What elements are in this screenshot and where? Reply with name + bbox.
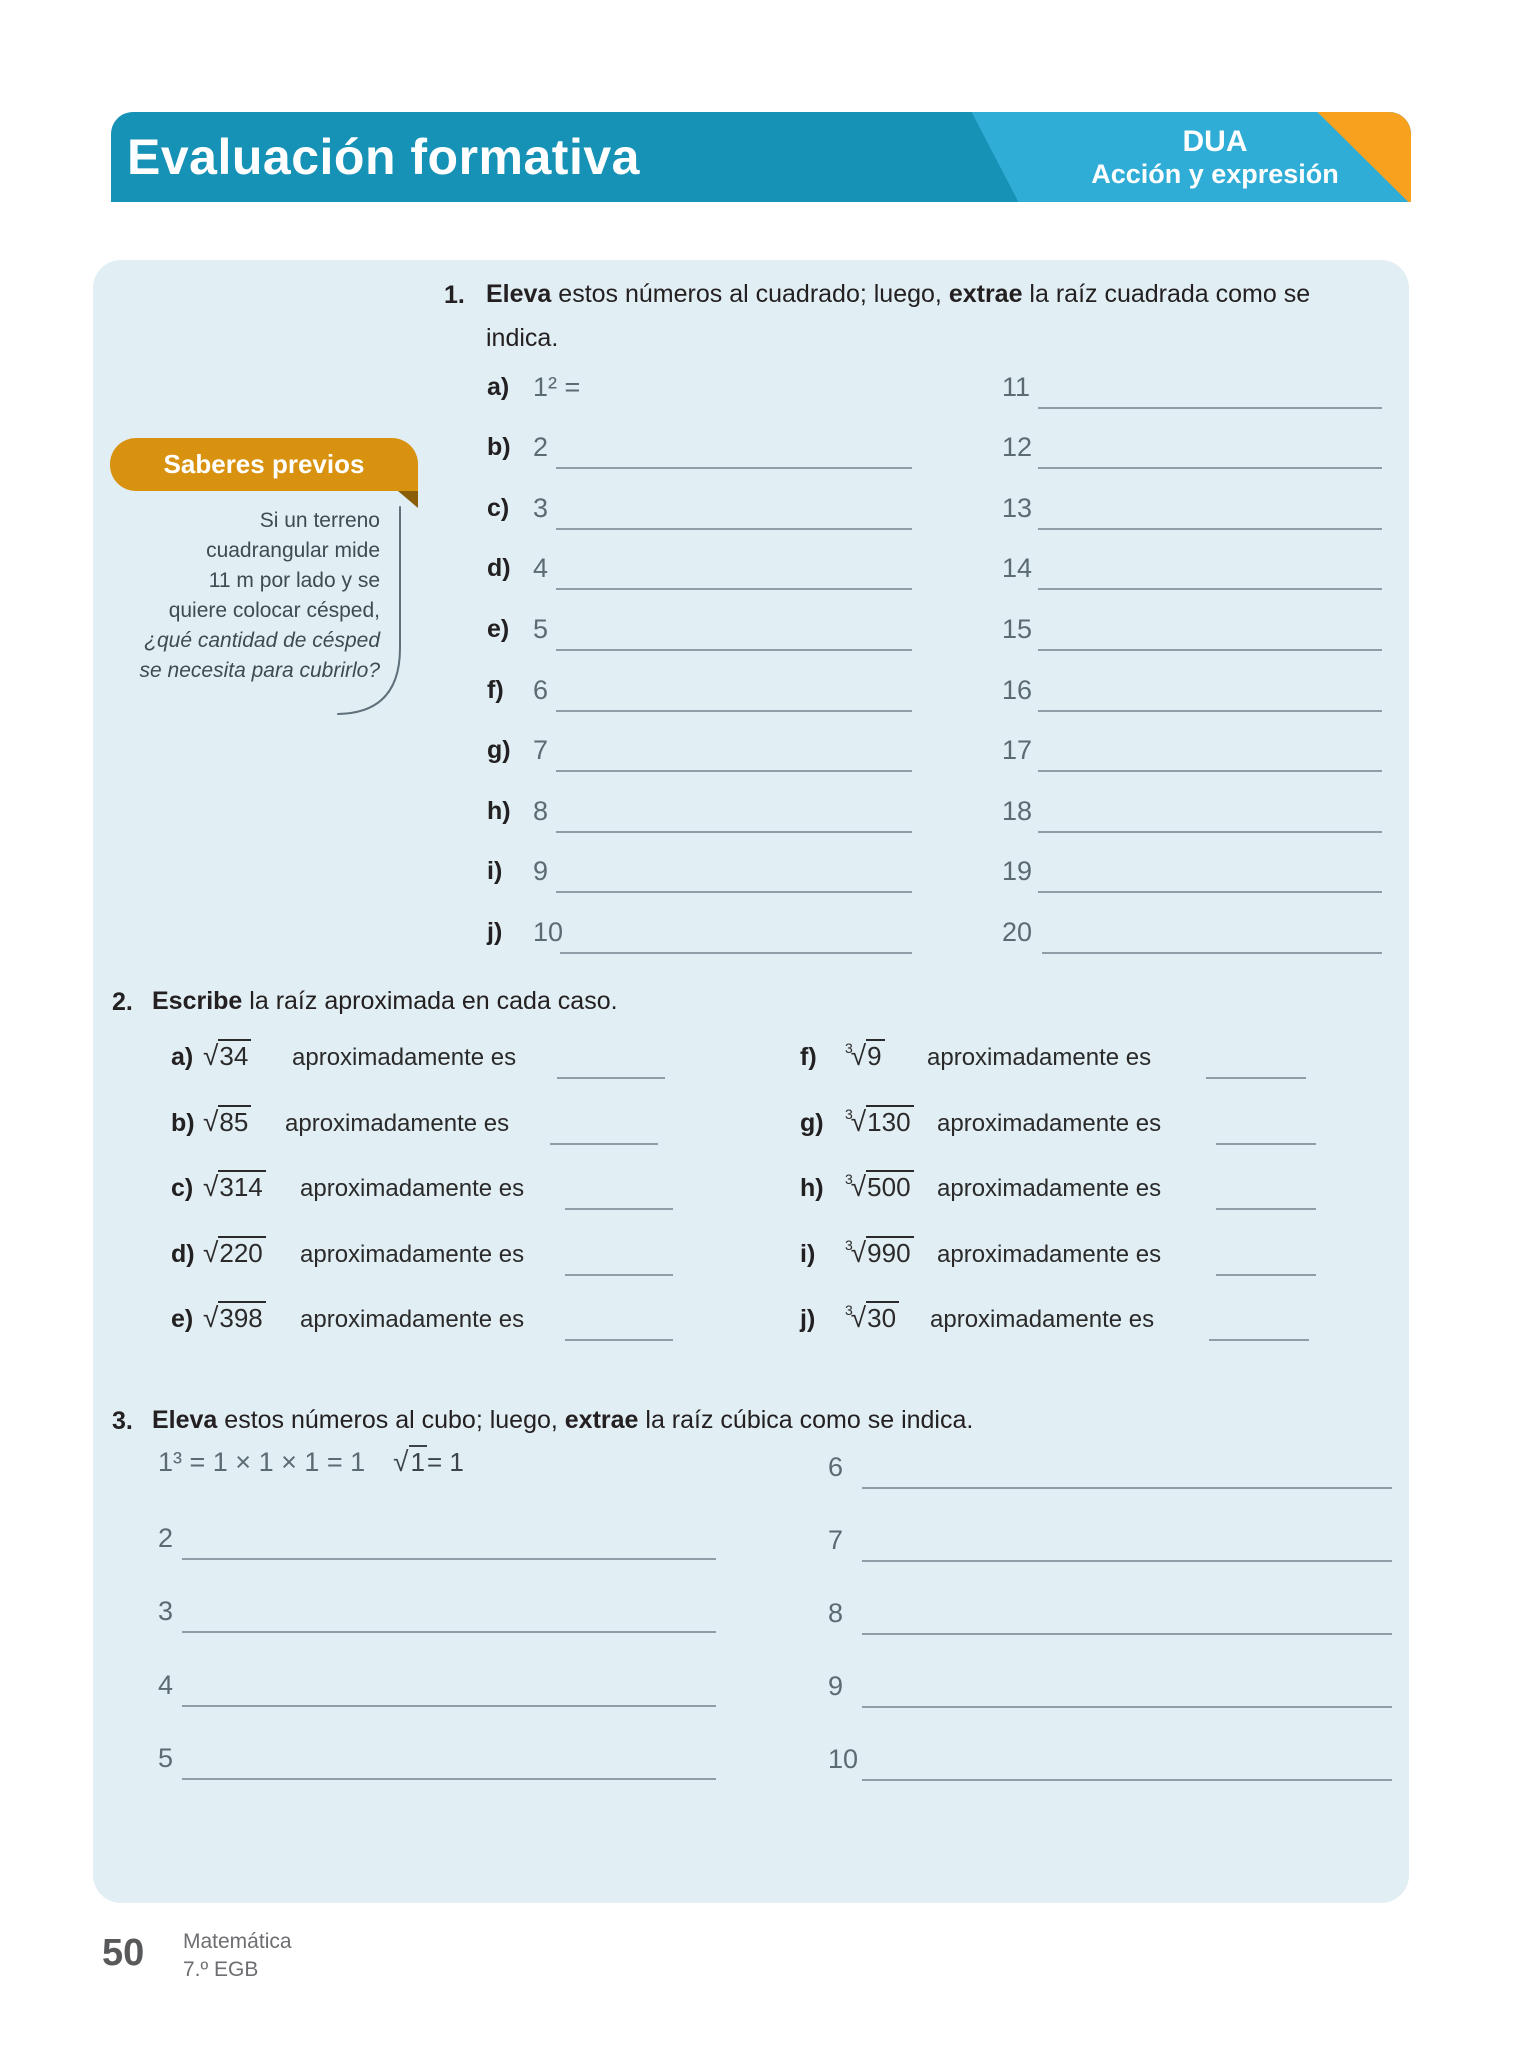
example-equals: = 1	[427, 1447, 464, 1477]
radical	[205, 1171, 266, 1203]
intro-text: la raíz cúbica como se indica.	[638, 1406, 974, 1434]
row-number: 16	[1002, 675, 1033, 705]
approx-label: aproximadamente es	[300, 1175, 525, 1202]
answer-line	[862, 1706, 1392, 1708]
answer-line	[182, 1631, 716, 1633]
row-number: 6	[828, 1452, 844, 1482]
radicand: 220	[218, 1236, 265, 1268]
row-number: 15	[1002, 614, 1033, 644]
row-letter: a)	[171, 1043, 194, 1071]
row-number: 8	[828, 1598, 844, 1628]
dua-title: DUA	[1182, 125, 1248, 158]
radicand: 9	[866, 1039, 884, 1071]
row-value: 8	[533, 796, 549, 826]
row-letter: c)	[171, 1174, 194, 1202]
intro-bold: Eleva	[152, 1406, 218, 1434]
exercise-1-intro	[486, 272, 1386, 360]
row-letter: g)	[487, 736, 511, 764]
answer-line	[862, 1633, 1392, 1635]
row-number: 11	[1002, 372, 1031, 402]
answer-line	[556, 649, 912, 651]
note-line: ¿qué cantidad de césped	[144, 629, 380, 652]
answer-line	[182, 1705, 716, 1707]
answer-line	[1038, 407, 1382, 409]
note-line: Si un terreno	[259, 509, 380, 532]
row-letter: j)	[487, 918, 503, 946]
row-number: 17	[1002, 735, 1033, 765]
note-line: se necesita para cubrirlo?	[139, 659, 380, 682]
intro-bold: extrae	[564, 1406, 639, 1434]
radical-index: 3	[845, 1040, 853, 1056]
answer-line	[1038, 649, 1382, 651]
exercise-2-number: 2.	[112, 988, 133, 1016]
radicand: 1	[410, 1447, 425, 1477]
answer-line	[1038, 528, 1382, 530]
answer-line	[862, 1487, 1392, 1489]
answer-line	[565, 1274, 673, 1276]
radical	[205, 1106, 251, 1138]
radicand: 990	[866, 1236, 913, 1268]
row-letter: b)	[171, 1109, 195, 1137]
row-letter: e)	[171, 1305, 194, 1333]
radicand: 314	[218, 1170, 265, 1202]
intro-text: estos números al cubo; luego,	[217, 1406, 565, 1434]
approx-label: aproximadamente es	[285, 1110, 510, 1137]
answer-line	[556, 770, 912, 772]
row-letter: c)	[487, 494, 510, 522]
row-value: 9	[533, 856, 549, 886]
radical-sign: √	[203, 1106, 219, 1137]
note-line: cuadrangular mide	[206, 539, 380, 562]
approx-label: aproximadamente es	[300, 1241, 525, 1268]
example-root	[393, 1446, 464, 1478]
radical-index: 3	[845, 1237, 853, 1253]
radical-sign: √	[850, 1040, 867, 1071]
row-number: 7	[828, 1525, 844, 1555]
row-letter: h)	[800, 1174, 824, 1202]
radical-sign: √	[203, 1171, 219, 1202]
row-value: 10	[533, 917, 564, 947]
answer-line	[556, 588, 912, 590]
radicand: 398	[218, 1301, 265, 1333]
row-number: 19	[1002, 856, 1033, 886]
saberes-badge	[110, 438, 418, 491]
radical	[205, 1237, 266, 1269]
exercise-1-number: 1.	[444, 281, 465, 309]
row-number: 4	[158, 1670, 174, 1700]
note-line: quiere colocar césped,	[168, 599, 380, 622]
row-value: 3	[533, 493, 549, 523]
row-letter: a)	[487, 373, 510, 401]
intro-bold: Escribe	[152, 987, 243, 1015]
row-value: 1² =	[533, 372, 581, 402]
radical	[845, 1302, 899, 1334]
approx-label: aproximadamente es	[927, 1044, 1152, 1071]
answer-line	[1206, 1077, 1306, 1079]
answer-line	[1042, 952, 1382, 954]
answer-line	[862, 1560, 1392, 1562]
saberes-label: Saberes previos	[163, 449, 365, 479]
row-value: 4	[533, 553, 549, 583]
approx-label: aproximadamente es	[937, 1241, 1162, 1268]
radical	[205, 1040, 251, 1072]
radical-sign: √	[203, 1040, 219, 1071]
answer-line	[1209, 1339, 1309, 1341]
footer-caption	[183, 1928, 292, 1984]
radicand: 85	[218, 1105, 251, 1137]
row-number: 3	[158, 1596, 174, 1626]
answer-line	[1216, 1208, 1316, 1210]
row-number: 2	[158, 1523, 174, 1553]
approx-label: aproximadamente es	[937, 1175, 1162, 1202]
answer-line	[556, 467, 912, 469]
answer-line	[182, 1558, 716, 1560]
radical-sign: √	[850, 1106, 867, 1137]
radical	[845, 1106, 914, 1138]
saberes-note	[100, 506, 380, 686]
row-letter: f)	[487, 676, 504, 704]
row-value: 6	[533, 675, 549, 705]
row-letter: h)	[487, 797, 511, 825]
answer-line	[565, 1339, 673, 1341]
answer-line	[862, 1779, 1392, 1781]
dua-badge	[1035, 112, 1395, 202]
intro-text: estos números al cuadrado; luego,	[551, 280, 949, 308]
radical-sign: √	[850, 1302, 867, 1333]
page-title: Evaluación formativa	[127, 129, 640, 185]
answer-line	[565, 1208, 673, 1210]
answer-line	[556, 831, 912, 833]
radical-sign: √	[393, 1446, 409, 1477]
answer-line	[1038, 588, 1382, 590]
footer-grade: 7.º EGB	[183, 1958, 259, 1981]
row-letter: g)	[800, 1109, 824, 1137]
row-letter: i)	[487, 857, 503, 885]
approx-label: aproximadamente es	[292, 1044, 517, 1071]
row-number: 13	[1002, 493, 1033, 523]
dua-subtitle: Acción y expresión	[1091, 159, 1339, 189]
row-number: 5	[158, 1743, 174, 1773]
answer-line	[1038, 831, 1382, 833]
exercise-3-number: 3.	[112, 1407, 133, 1435]
radical-index: 3	[845, 1302, 853, 1318]
intro-text: la raíz aproximada en cada caso.	[242, 987, 618, 1015]
row-letter: i)	[800, 1240, 816, 1268]
row-number: 20	[1002, 917, 1033, 947]
answer-line	[182, 1778, 716, 1780]
answer-line	[550, 1143, 658, 1145]
answer-line	[556, 710, 912, 712]
answer-line	[1216, 1143, 1316, 1145]
row-number: 10	[828, 1744, 859, 1774]
row-letter: j)	[800, 1305, 816, 1333]
row-letter: b)	[487, 433, 511, 461]
radical-sign: √	[850, 1171, 867, 1202]
row-letter: d)	[171, 1240, 195, 1268]
answer-line	[557, 1077, 665, 1079]
row-number: 14	[1002, 553, 1033, 583]
example-cube: 1³ = 1 × 1 × 1 = 1	[158, 1447, 366, 1477]
row-letter: d)	[487, 554, 511, 582]
answer-line	[1038, 770, 1382, 772]
radical-sign: √	[203, 1302, 219, 1333]
answer-line	[556, 891, 912, 893]
row-number: 12	[1002, 432, 1033, 462]
row-number: 18	[1002, 796, 1033, 826]
exercise-2-intro	[152, 979, 1052, 1023]
intro-text: la raíz cuadrada como se indica.	[486, 280, 1311, 352]
row-value: 5	[533, 614, 549, 644]
radicand: 34	[218, 1039, 251, 1071]
intro-bold: Eleva	[486, 280, 552, 308]
radical-sign: √	[203, 1237, 219, 1268]
answer-line	[560, 952, 912, 954]
row-number: 9	[828, 1671, 844, 1701]
note-line: 11 m por lado y se	[208, 569, 380, 592]
radical-sign: √	[850, 1237, 867, 1268]
exercise-3-intro	[152, 1398, 1352, 1442]
intro-bold: extrae	[948, 280, 1023, 308]
header-bar	[111, 112, 1411, 202]
answer-line	[1038, 710, 1382, 712]
radical	[845, 1171, 914, 1203]
radical-index: 3	[845, 1106, 853, 1122]
row-value: 2	[533, 432, 549, 462]
radicand: 130	[866, 1105, 913, 1137]
footer-subject: Matemática	[183, 1930, 292, 1953]
radical	[845, 1040, 885, 1072]
radical-index: 3	[845, 1171, 853, 1187]
answer-line	[556, 528, 912, 530]
radicand: 500	[866, 1170, 913, 1202]
exercise-3-example	[158, 1446, 464, 1478]
row-letter: f)	[800, 1043, 817, 1071]
approx-label: aproximadamente es	[300, 1306, 525, 1333]
radicand: 30	[866, 1301, 899, 1333]
page-number: 50	[102, 1932, 145, 1974]
approx-label: aproximadamente es	[930, 1306, 1155, 1333]
row-value: 7	[533, 735, 549, 765]
answer-line	[1038, 467, 1382, 469]
answer-line	[1216, 1274, 1316, 1276]
radical	[845, 1237, 914, 1269]
radical	[205, 1302, 266, 1334]
row-letter: e)	[487, 615, 510, 643]
answer-line	[1038, 891, 1382, 893]
approx-label: aproximadamente es	[937, 1110, 1162, 1137]
